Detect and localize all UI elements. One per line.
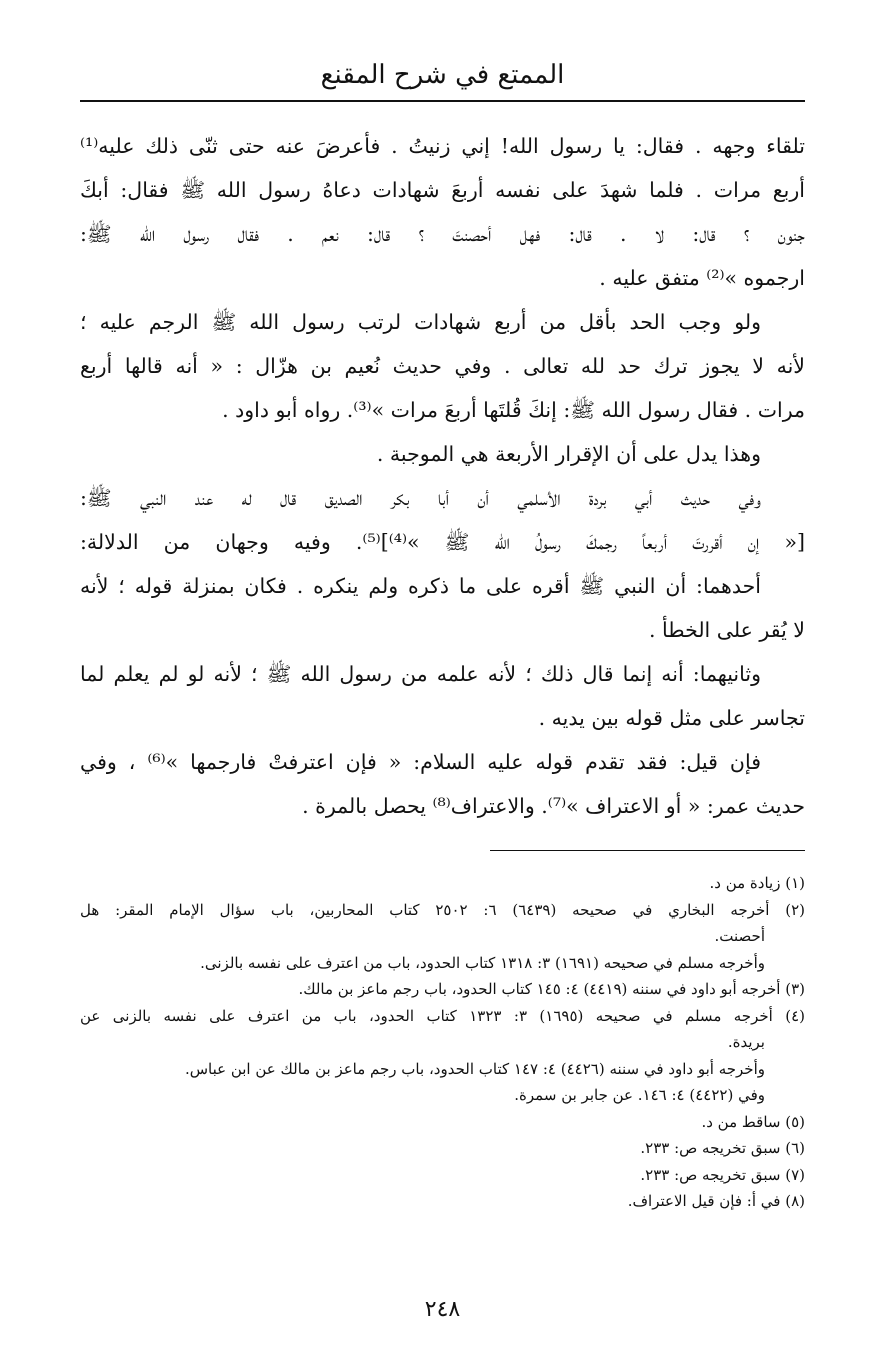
footnote-line: (٢) أخرجه البخاري في صحيحه (٦٤٣٩) ٦: ٢٥٠٢ كتاب المحاربين، باب سؤال الإمام المقر: هل <box>80 900 805 919</box>
body-line: أربع مرات . فلما شهدَ على نفسه أربعَ شهادات دعاهُ رسول الله ﷺ فقال: أبكَ <box>80 178 805 202</box>
footnotes <box>80 870 805 1215</box>
footnote-line: (٨) في أ: فإن قيل الاعتراف. <box>627 1192 805 1210</box>
main-text <box>80 124 805 828</box>
footnote-separator <box>490 850 805 851</box>
body-line: وهذا يدل على أن الإقرار الأربعة هي الموجبة . <box>376 442 761 466</box>
body-line: وثانيهما: أنه إنما قال ذلك ؛ لأنه علمه من رسول الله ﷺ ؛ لأنه لو لم يعلم لما <box>80 662 761 686</box>
footnote-line: وأخرجه أبو داود في سننه (٤٤٢٦) ٤: ١٤٧ كتاب الحدود، باب رجم ماعز بن مالك عن ابن عباس. <box>184 1059 765 1078</box>
body-line: أحدهما: أن النبي ﷺ أقره على ما ذكره ولم ينكره . فكان بمنزلة قوله ؛ لأنه <box>80 574 761 598</box>
body-line: وفي حديث أبي بردة الأسلمي أن أبا بكر الصديق قال له عند النبي ﷺ: <box>80 486 761 510</box>
page-number: ٢٤٨ <box>424 1297 461 1322</box>
body-line: لا يُقر على الخطأ . <box>648 618 805 642</box>
running-header-title: الممتع في شرح المقنع <box>320 60 565 90</box>
body-line: تلقاء وجهه . فقال: يا رسول الله! إني زنيتُ . فأعرضَ عنه حتى ثنّى ذلك عليه⁽¹⁾ <box>80 134 805 158</box>
body-line: [« إن أقررتَ أربعاً رجمكَ رسولُ الله ﷺ »⁽⁴⁾]⁽⁵⁾. وفيه وجهان من الدلالة: <box>80 530 805 554</box>
footnote-line: (٣) أخرجه أبو داود في سننه (٤٤١٩) ٤: ١٤٥ كتاب الحدود، باب رجم ماعز بن مالك. <box>298 980 805 998</box>
footnote-line: وفي (٤٤٢٢) ٤: ١٤٦. عن جابر بن سمرة. <box>514 1086 765 1104</box>
body-line: ارجموه »⁽²⁾ متفق عليه . <box>599 266 805 290</box>
body-line: حديث عمر: « أو الاعتراف »⁽⁷⁾. والاعتراف⁽⁸⁾ يحصل بالمرة . <box>302 794 805 818</box>
body-line: تجاسر على مثل قوله بين يديه . <box>538 706 805 730</box>
footnote-line: (١) زيادة من د. <box>709 874 805 892</box>
footnote-line: (٥) ساقط من د. <box>701 1112 805 1131</box>
header-rule <box>80 100 805 102</box>
body-line: فإن قيل: فقد تقدم قوله عليه السلام: « فإن اعترفتْ فارجمها »⁽⁶⁾ ، وفي <box>80 750 761 774</box>
body-line: مرات . فقال رسول الله ﷺ: إنكَ قُلتَها أربعَ مرات »⁽³⁾. رواه أبو داود . <box>222 398 805 422</box>
footnote-line: (٦) سبق تخريجه ص: ٢٣٣. <box>640 1139 805 1157</box>
body-line: لأنه لا يجوز ترك حد لله تعالى . وفي حديث نُعيم بن هزّال : « أنه قالها أربع <box>80 354 805 378</box>
footnote-line: (٤) أخرجه مسلم في صحيحه (١٦٩٥) ٣: ١٣٢٣ كتاب الحدود، باب من اعترف على نفسه بالزنى عن <box>80 1006 805 1025</box>
body-line: جنون ؟ قال: لا . قال: فهل أحصنتَ ؟ قال: نعم . فقال رسول الله ﷺ: <box>80 222 805 246</box>
footnote-line: (٧) سبق تخريجه ص: ٢٣٣. <box>640 1165 805 1184</box>
body-line: ولو وجب الحد بأقل من أربع شهادات لرتب رسول الله ﷺ الرجم عليه ؛ <box>80 310 761 334</box>
footnote-line: وأخرجه مسلم في صحيحه (١٦٩١) ٣: ١٣١٨ كتاب الحدود، باب من اعترف على نفسه بالزنى. <box>200 953 765 972</box>
footnote-line: أحصنت. <box>714 927 765 945</box>
footnote-line: بريدة. <box>727 1033 765 1051</box>
